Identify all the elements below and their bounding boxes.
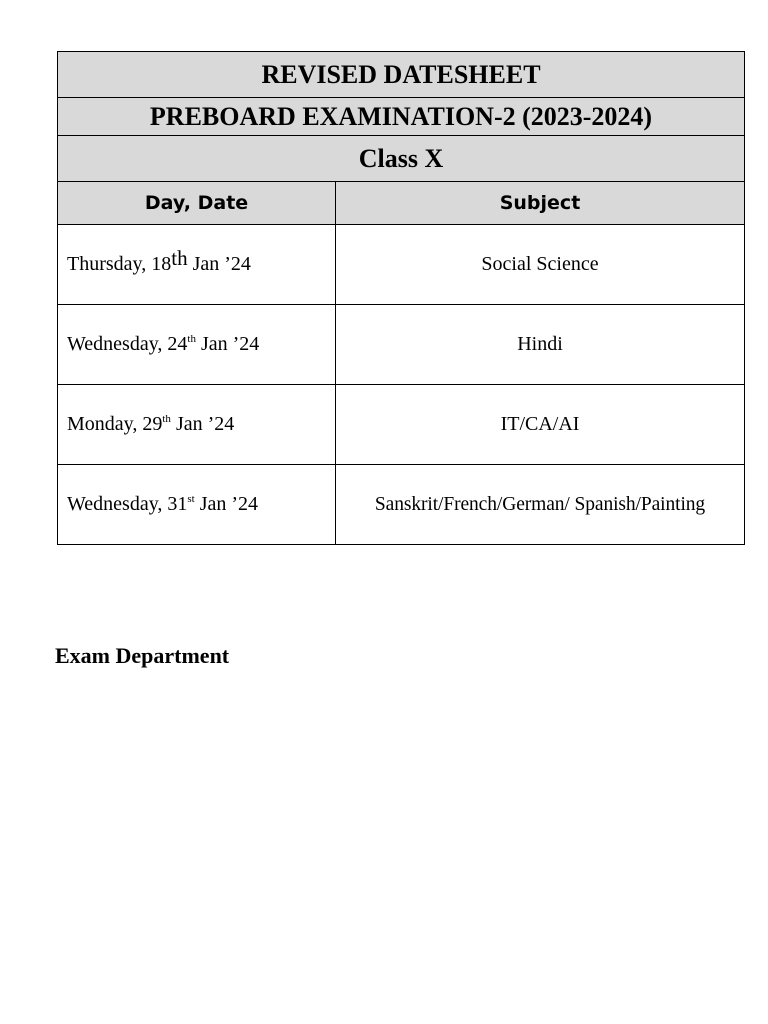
date-text: Monday, 29 bbox=[67, 413, 163, 435]
date-cell bbox=[58, 385, 336, 465]
exam-department-signature: Exam Department bbox=[55, 643, 230, 668]
class-title: Class X bbox=[58, 136, 745, 182]
subject-cell: Sanskrit/French/German/ Spanish/Painting bbox=[336, 465, 745, 545]
table-row bbox=[58, 305, 745, 385]
subject-cell: Social Science bbox=[336, 225, 745, 305]
date-ordinal: th bbox=[187, 333, 196, 345]
date-text: Thursday, 18 bbox=[67, 253, 172, 275]
exam-title: PREBOARD EXAMINATION-2 (2023-2024) bbox=[58, 98, 745, 136]
date-cell bbox=[58, 225, 336, 305]
date-month-year: Jan ’24 bbox=[194, 493, 259, 515]
document-title: REVISED DATESHEET bbox=[58, 52, 745, 98]
date-cell bbox=[58, 465, 336, 545]
table-row bbox=[58, 225, 745, 305]
date-month-year: Jan ’24 bbox=[187, 253, 251, 275]
subject-cell: Hindi bbox=[336, 305, 745, 385]
column-header-subject: Subject bbox=[336, 182, 745, 225]
date-month-year: Jan ’24 bbox=[195, 333, 260, 355]
date-ordinal: st bbox=[187, 493, 195, 505]
date-cell bbox=[58, 305, 336, 385]
date-month-year: Jan ’24 bbox=[170, 413, 235, 435]
date-ordinal: th bbox=[171, 246, 188, 270]
date-ordinal: th bbox=[162, 413, 171, 425]
date-text: Wednesday, 31 bbox=[67, 493, 188, 515]
datesheet-table bbox=[57, 51, 745, 545]
column-header-date: Day, Date bbox=[58, 182, 336, 225]
subject-cell: IT/CA/AI bbox=[336, 385, 745, 465]
table-row bbox=[58, 385, 745, 465]
table-row bbox=[58, 465, 745, 545]
date-text: Wednesday, 24 bbox=[67, 333, 188, 355]
